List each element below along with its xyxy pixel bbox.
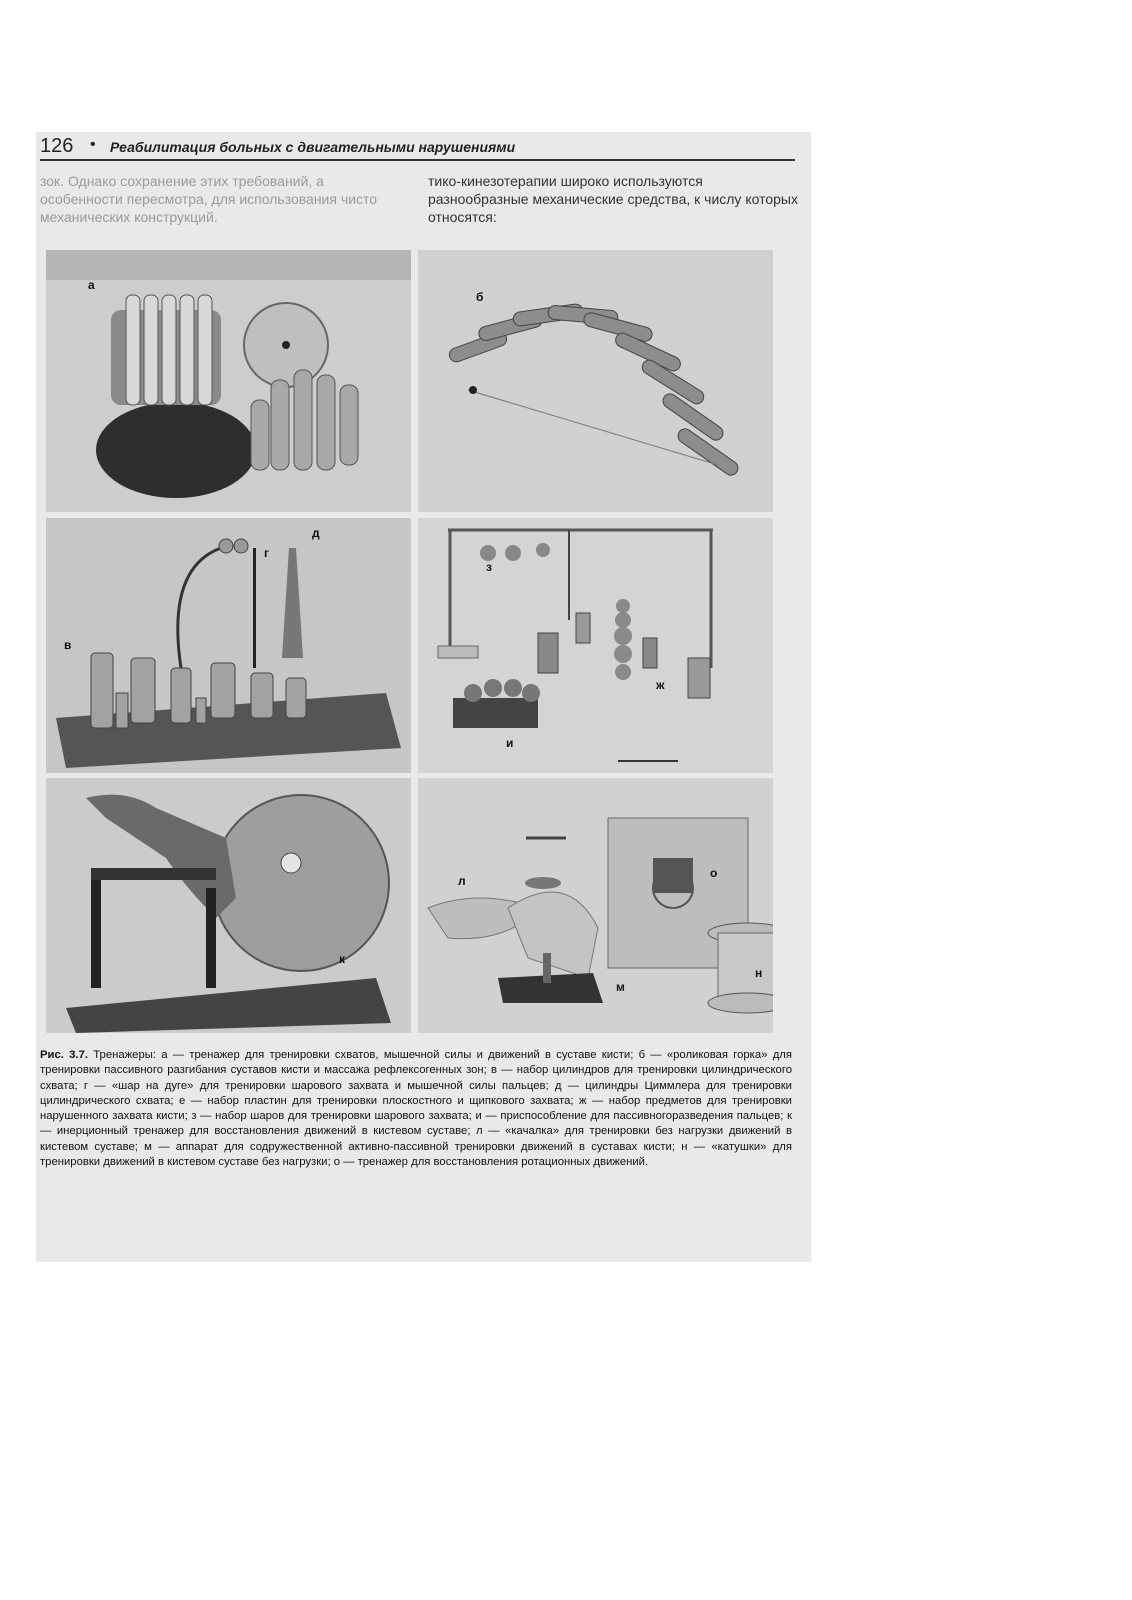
label-o: о xyxy=(710,866,718,880)
figure-caption xyxy=(40,1048,792,1170)
photo-a-drawing xyxy=(46,250,411,512)
photo-k-drawing xyxy=(46,778,411,1033)
photo-panel-v-g-d xyxy=(46,518,411,773)
label-i: и xyxy=(506,736,514,750)
label-n: н xyxy=(755,966,763,980)
label-k: к xyxy=(339,952,346,966)
figure-caption-text: Тренажеры: а — тренажер для тренировки схватов, мышечной силы и движений в суставе кисти; б — «роликовая горка» для тренировки пассивного разгибания суставов кисти и массажа рефлексогенных зон; в — набор цилиндров для тренировки цилиндрического схвата; г — «шар на дуге» для тренировки шарового захвата и мышечной силы пальцев; д — цилиндры Циммлера для тренировки цилиндрического схвата; е — набор пластин для тренировки плоскостного и щипкового захвата; ж — набор предметов для тренировки нарушенного захвата кисти; з — набор шаров для тренировки шарового захвата; и — приспособление для пассивногоразведения пальцев; к — инерционный тренажер для восстановления движений в кистевом суставе; л — «качалка» для тренировки без нагрузки движений в кистевом суставе; м — аппарат для содружественной активно-пассивной тренировки движений в суставах кисти; н — «катушки» для тренировки движений в кистевом суставе без нагрузки; о — тренажер для восстановления ротационных движений. xyxy=(40,1049,792,1169)
figure-caption-label: Рис. 3.7. xyxy=(40,1049,88,1061)
photo-vgd-drawing xyxy=(46,518,411,773)
photo-panel-k xyxy=(46,778,411,1033)
photo-panel-l-m-o-n xyxy=(418,778,773,1033)
label-g: г xyxy=(264,546,269,560)
label-v: в xyxy=(64,638,72,652)
label-a: а xyxy=(88,278,95,292)
label-z: з xyxy=(486,560,492,574)
running-title: Реабилитация больных с двигательными нарушениями xyxy=(110,139,516,155)
label-zh: ж xyxy=(656,678,665,692)
body-text-right: тико-кинезотерапии широко используются разнообразные механические средства, к числу которых относятся: xyxy=(428,173,798,225)
photo-b-drawing xyxy=(418,250,773,512)
bleed-through-text-left: зок. Однако сохранение этих требований, а особенности пересмотра, для использования чисто механических конструкций. xyxy=(40,173,377,225)
label-l: л xyxy=(458,874,466,888)
page-number: 126 xyxy=(40,135,74,157)
photo-lmon-drawing xyxy=(418,778,773,1033)
photo-panel-z-zh-i xyxy=(418,518,773,773)
photo-panel-b xyxy=(418,250,773,512)
label-b: б xyxy=(476,290,484,304)
page-header xyxy=(40,135,795,161)
header-bullet: • xyxy=(90,136,96,153)
photo-panel-a xyxy=(46,250,411,512)
photo-zzhi-drawing xyxy=(418,518,773,773)
header-rule xyxy=(40,159,795,161)
label-m: м xyxy=(616,980,625,994)
label-d: д xyxy=(312,526,320,540)
